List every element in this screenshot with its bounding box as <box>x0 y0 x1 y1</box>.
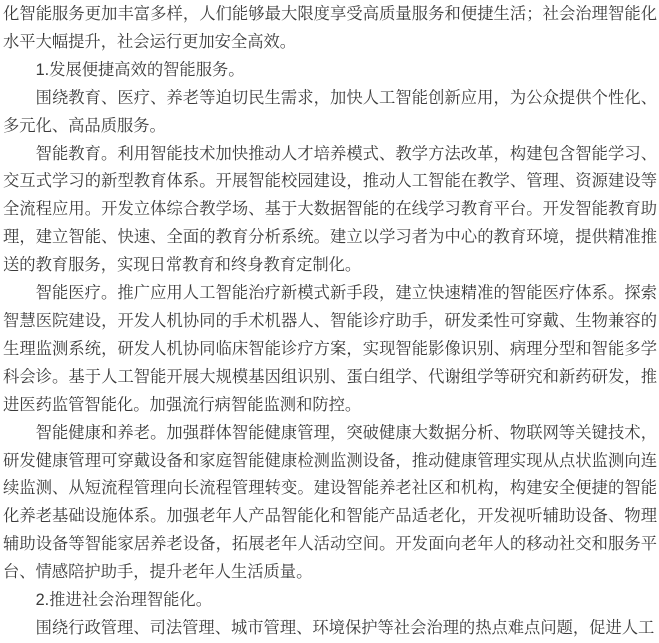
paragraph-smart-education: 智能教育。利用智能技术加快推动人才培养模式、教学方法改革，构建包含智能学习、交互式学习的新型教育体系。开展智能校园建设，推动人工智能在教学、管理、资源建设等全流程应用。开发立体综合教学场、基于大数据智能的在线学习教育平台。开发智能教育助理，建立智能、快速、全面的教育分析系统。建立以学习者为中心的教育环境，提供精准推送的教育服务，实现日常教育和终身教育定制化。 <box>3 144 657 275</box>
paragraph-smart-health-elderly-care: 智能健康和养老。加强群体智能健康管理，突破健康大数据分析、物联网等关键技术，研发健康管理可穿戴设备和家庭智能健康检测监测设备，推动健康管理实现从点状监测向连续监测、从短流程管理向长流程管理转变。建设智能养老社区和机构，构建安全便捷的智能化养老基础设施体系。加强老年人产品智能化和智能产品适老化，开发视听辅助设备、物理辅助设备等智能家居养老设备，拓展老年人活动空间。开发面向老年人的移动社交和服务平台、情感陪护助手，提升老年人生活质量。 <box>3 423 657 582</box>
section-heading-smart-services: 1.发展便捷高效的智能服务。 <box>35 60 245 79</box>
paragraph-smart-healthcare: 智能医疗。推广应用人工智能治疗新模式新手段，建立快速精准的智能医疗体系。探索智慧医院建设，开发人机协同的手术机器人、智能诊疗助手，研发柔性可穿戴、生物兼容的生理监测系统，研发人机协同临床智能诊疗方案，实现智能影像识别、病理分型和智能多学科会诊。基于人工智能开展大规模基因组识别、蛋白组学、代谢组学等研究和新药研发，推进医药监管智能化。加强流行病智能监测和防控。 <box>3 284 657 414</box>
paragraph-services-overview: 围绕教育、医疗、养老等迫切民生需求，加快人工智能创新应用，为公众提供个性化、多元化、高品质服务。 <box>3 88 657 135</box>
paragraph-continuation: 化智能服务更加丰富多样，人们能够最大限度享受高质量服务和便捷生活；社会治理智能化水平大幅提升，社会运行更加安全高效。 <box>3 5 657 51</box>
section-heading-social-governance: 2.推进社会治理智能化。 <box>35 591 212 610</box>
paragraph-social-governance-truncated: 围绕行政管理、司法管理、城市管理、环境保护等社会治理的热点难点问题，促进人工 <box>35 618 655 637</box>
